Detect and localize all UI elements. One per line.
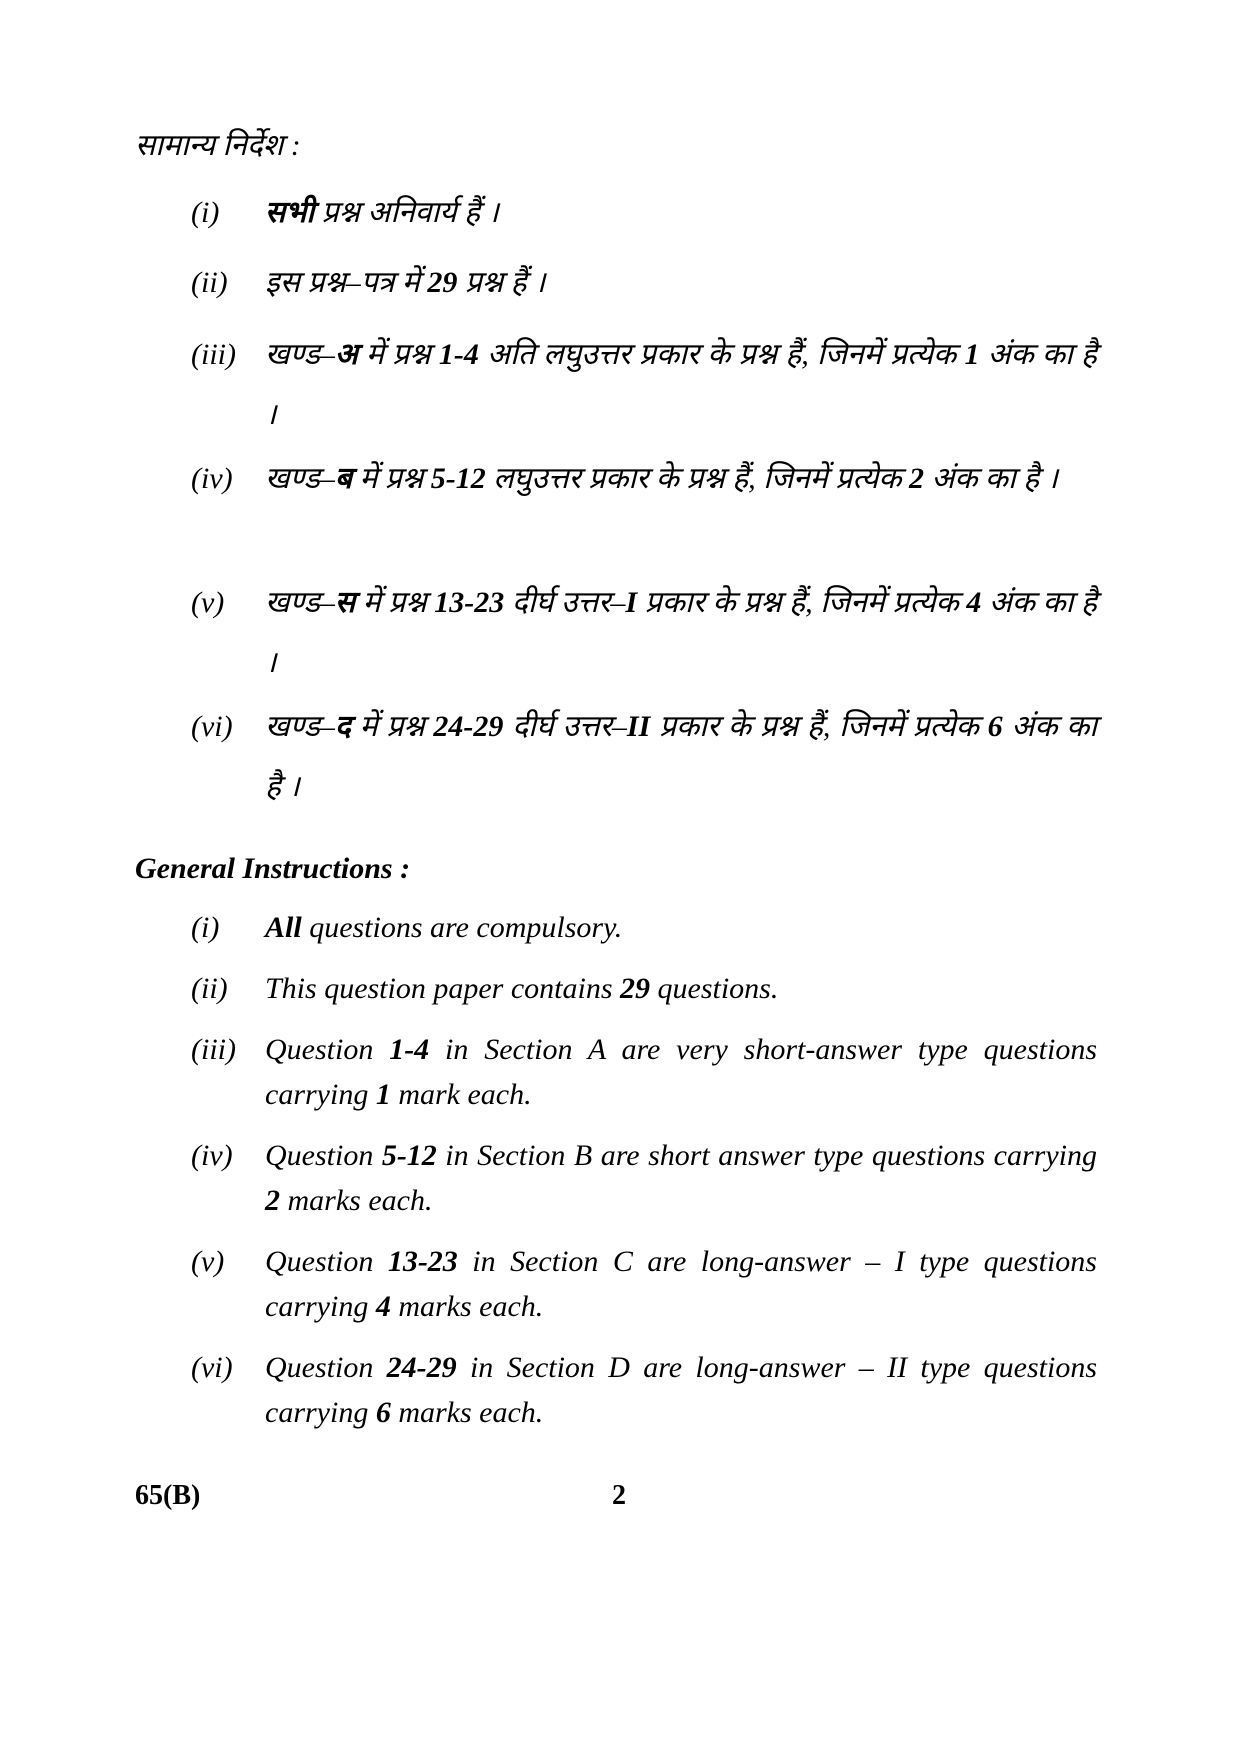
item-text: Question 5-12 in Section B are short answer type questions carrying 2 marks each. [265, 1139, 1097, 1217]
item-number: (ii) [191, 266, 228, 299]
item-text: This question paper contains 29 questions. [265, 972, 779, 1005]
item-number: (ii) [191, 972, 228, 1005]
item-number: (v) [191, 586, 225, 619]
hindi-instructions-heading: सामान्य निर्देश : [135, 129, 301, 162]
item-text: Question 24-29 in Section D are long-answer – II type questions carrying 6 marks each. [265, 1351, 1097, 1429]
item-text: खण्ड–द में प्रश्न 24-29 दीर्घ उत्तर–II प्रकार के प्रश्न हैं, जिनमें प्रत्येक 6 अंक का है । [265, 710, 1097, 803]
item-text: खण्ड–स में प्रश्न 13-23 दीर्घ उत्तर–I प्रकार के प्रश्न हैं, जिनमें प्रत्येक 4 अंक का है । [265, 586, 1097, 679]
item-number: (vi) [191, 710, 233, 743]
item-text: खण्ड–अ में प्रश्न 1-4 अति लघुउत्तर प्रकार के प्रश्न हैं, जिनमें प्रत्येक 1 अंक का है । [265, 338, 1097, 431]
item-text: खण्ड–ब में प्रश्न 5-12 लघुउत्तर प्रकार के प्रश्न हैं, जिनमें प्रत्येक 2 अंक का है । [265, 462, 1059, 495]
item-text: इस प्रश्न–पत्र में 29 प्रश्न हैं । [265, 266, 546, 299]
item-number: (iii) [191, 1033, 236, 1066]
paper-code: 65(B) [135, 1480, 201, 1511]
item-number: (iv) [191, 1139, 233, 1172]
item-number: (iii) [191, 338, 236, 371]
english-instructions-heading: General Instructions : [135, 852, 411, 885]
item-number: (iv) [191, 462, 233, 495]
item-number: (i) [191, 911, 220, 944]
item-text: Question 1-4 in Section A are very short-answer type questions carrying 1 mark each. [265, 1033, 1098, 1111]
item-text: सभी प्रश्न अनिवार्य हैं । [265, 196, 499, 229]
item-text: All questions are compulsory. [265, 911, 623, 944]
item-number: (v) [191, 1245, 225, 1278]
item-text: Question 13-23 in Section C are long-answer – I type questions carrying 4 marks each. [265, 1245, 1097, 1323]
item-number: (vi) [191, 1351, 233, 1384]
item-number: (i) [191, 196, 220, 229]
page-number: 2 [612, 1480, 626, 1511]
